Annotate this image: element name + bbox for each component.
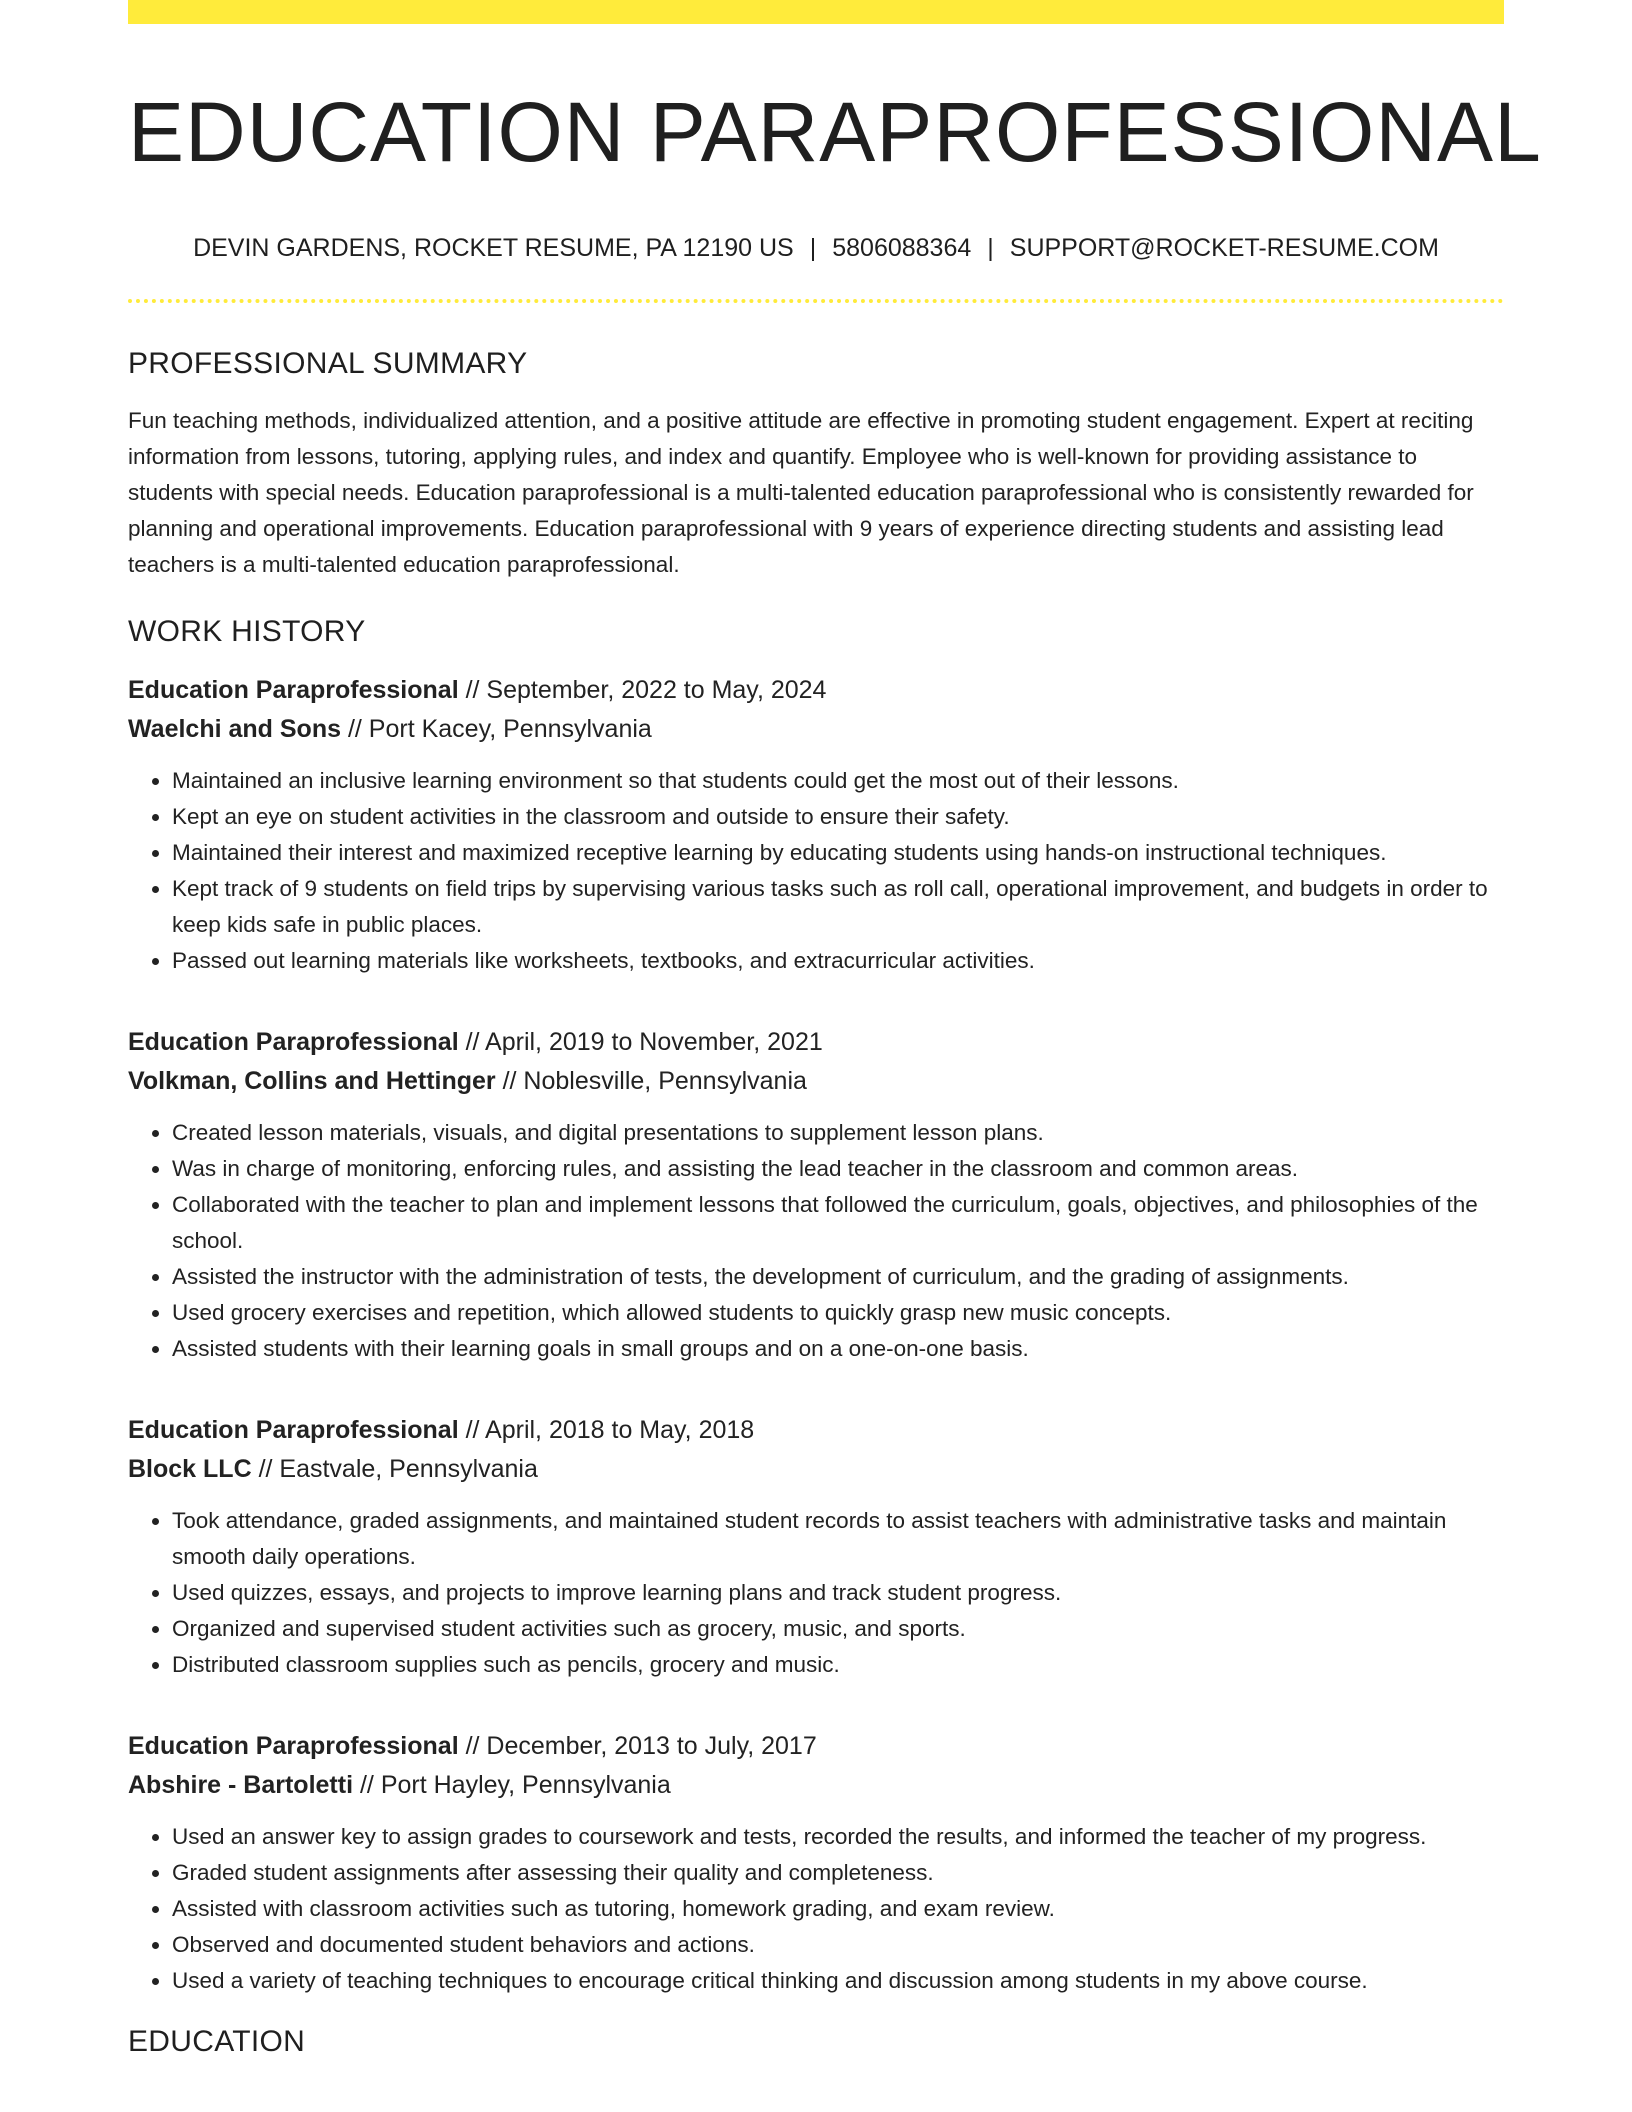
bullet-item: • Graded student assignments after assessing their quality and completeness. xyxy=(172,1855,1504,1891)
bullet-item: • Distributed classroom supplies such as pencils, grocery and music. xyxy=(172,1647,1504,1683)
job-title-line xyxy=(128,1023,1504,1062)
bullet-item: • Used grocery exercises and repetition, which allowed students to quickly grasp new music concepts. xyxy=(172,1295,1504,1331)
work-history-list xyxy=(128,671,1504,1999)
job-title-line xyxy=(128,671,1504,710)
job-company: Abshire - Bartoletti xyxy=(128,1771,354,1800)
job-bullets xyxy=(128,1115,1504,1367)
contact-address: DEVIN GARDENS, ROCKET RESUME, PA 12190 US xyxy=(193,234,794,263)
job-title: Education Paraprofessional xyxy=(128,1732,459,1761)
job-title-line xyxy=(128,1411,1504,1450)
bullet-item: • Used quizzes, essays, and projects to improve learning plans and track student progress. xyxy=(172,1575,1504,1611)
job-location: // Noblesville, Pennsylvania xyxy=(495,1067,807,1096)
bullet-item: • Maintained their interest and maximized receptive learning by educating students using hands-on instructional techniques. xyxy=(172,835,1504,871)
resume-page xyxy=(128,0,1542,2059)
job-dates: // April, 2018 to May, 2018 xyxy=(458,1416,755,1445)
job-company-line xyxy=(128,1450,1504,1489)
bullet-item: • Observed and documented student behaviors and actions. xyxy=(172,1927,1504,1963)
bullet-item: • Used an answer key to assign grades to coursework and tests, recorded the results, and informed the teacher of my progress. xyxy=(172,1819,1504,1855)
summary-heading: PROFESSIONAL SUMMARY xyxy=(128,347,528,381)
bullet-item: • Assisted students with their learning goals in small groups and on a one-on-one basis. xyxy=(172,1331,1504,1367)
job-company-line xyxy=(128,1062,1504,1101)
bullet-item: • Passed out learning materials like worksheets, textbooks, and extracurricular activities. xyxy=(172,943,1504,979)
job-company-line xyxy=(128,1766,1504,1805)
job-bullets xyxy=(128,1503,1504,1683)
job-entry xyxy=(128,1727,1504,1999)
job-bullets xyxy=(128,763,1504,979)
job-location: // Eastvale, Pennsylvania xyxy=(251,1455,538,1484)
accent-top-bar xyxy=(128,0,1504,24)
job-location: // Port Hayley, Pennsylvania xyxy=(353,1771,671,1800)
bullet-item: • Organized and supervised student activities such as grocery, music, and sports. xyxy=(172,1611,1504,1647)
job-title: Education Paraprofessional xyxy=(128,1028,459,1057)
contact-phone: 5806088364 xyxy=(832,234,972,263)
job-company: Waelchi and Sons xyxy=(128,715,342,744)
job-dates: // April, 2019 to November, 2021 xyxy=(458,1028,823,1057)
dotted-divider xyxy=(128,299,1504,303)
bullet-item: • Took attendance, graded assignments, and maintained student records to assist teachers with administrative tasks and maintain smooth daily operations. xyxy=(172,1503,1504,1575)
job-company: Block LLC xyxy=(128,1455,252,1484)
job-entry xyxy=(128,1023,1504,1367)
bullet-item: • Collaborated with the teacher to plan and implement lessons that followed the curriculum, goals, objectives, and philosophies of the school. xyxy=(172,1187,1504,1259)
job-title: Education Paraprofessional xyxy=(128,1416,459,1445)
bullet-item: • Assisted with classroom activities such as tutoring, homework grading, and exam review. xyxy=(172,1891,1504,1927)
job-dates: // September, 2022 to May, 2024 xyxy=(458,676,827,705)
summary-text: Fun teaching methods, individualized attention, and a positive attitude are effective in promoting student engagement. Expert at reciting information from lessons, tutoring, applying rules, and index and quantify. Employee who is well-known for providing assistance to students with special needs. Education paraprofessional is a multi-talented education paraprofessional who is consistently rewarded for planning and operational improvements. Education paraprofessional with 9 years of experience directing students and assisting lead teachers is a multi-talented education paraprofessional. xyxy=(128,408,1474,578)
bullet-item: • Created lesson materials, visuals, and digital presentations to supplement lesson plans. xyxy=(172,1115,1504,1151)
job-bullets xyxy=(128,1819,1504,1999)
job-title: Education Paraprofessional xyxy=(128,676,459,705)
resume-title: EDUCATION PARAPROFESSIONAL xyxy=(128,85,1542,179)
job-title-line xyxy=(128,1727,1504,1766)
contact-separator: | xyxy=(987,234,994,263)
job-entry xyxy=(128,1411,1504,1683)
education-heading: EDUCATION xyxy=(128,2025,306,2059)
contact-line xyxy=(128,234,1504,263)
job-entry xyxy=(128,671,1504,979)
work-history-heading: WORK HISTORY xyxy=(128,615,366,649)
job-company-line xyxy=(128,710,1504,749)
job-company: Volkman, Collins and Hettinger xyxy=(128,1067,496,1096)
job-dates: // December, 2013 to July, 2017 xyxy=(458,1732,817,1761)
bullet-item: • Kept an eye on student activities in the classroom and outside to ensure their safety. xyxy=(172,799,1504,835)
bullet-item: • Assisted the instructor with the administration of tests, the development of curriculum, and the grading of assignments. xyxy=(172,1259,1504,1295)
bullet-item: • Was in charge of monitoring, enforcing rules, and assisting the lead teacher in the classroom and common areas. xyxy=(172,1151,1504,1187)
job-location: // Port Kacey, Pennsylvania xyxy=(341,715,652,744)
contact-email: SUPPORT@ROCKET-RESUME.COM xyxy=(1009,234,1439,263)
bullet-item: • Kept track of 9 students on field trips by supervising various tasks such as roll call, operational improvement, and budgets in order to keep kids safe in public places. xyxy=(172,871,1504,943)
bullet-item: • Maintained an inclusive learning environment so that students could get the most out of their lessons. xyxy=(172,763,1504,799)
bullet-item: • Used a variety of teaching techniques to encourage critical thinking and discussion among students in my above course. xyxy=(172,1963,1504,1999)
contact-separator: | xyxy=(809,234,817,263)
